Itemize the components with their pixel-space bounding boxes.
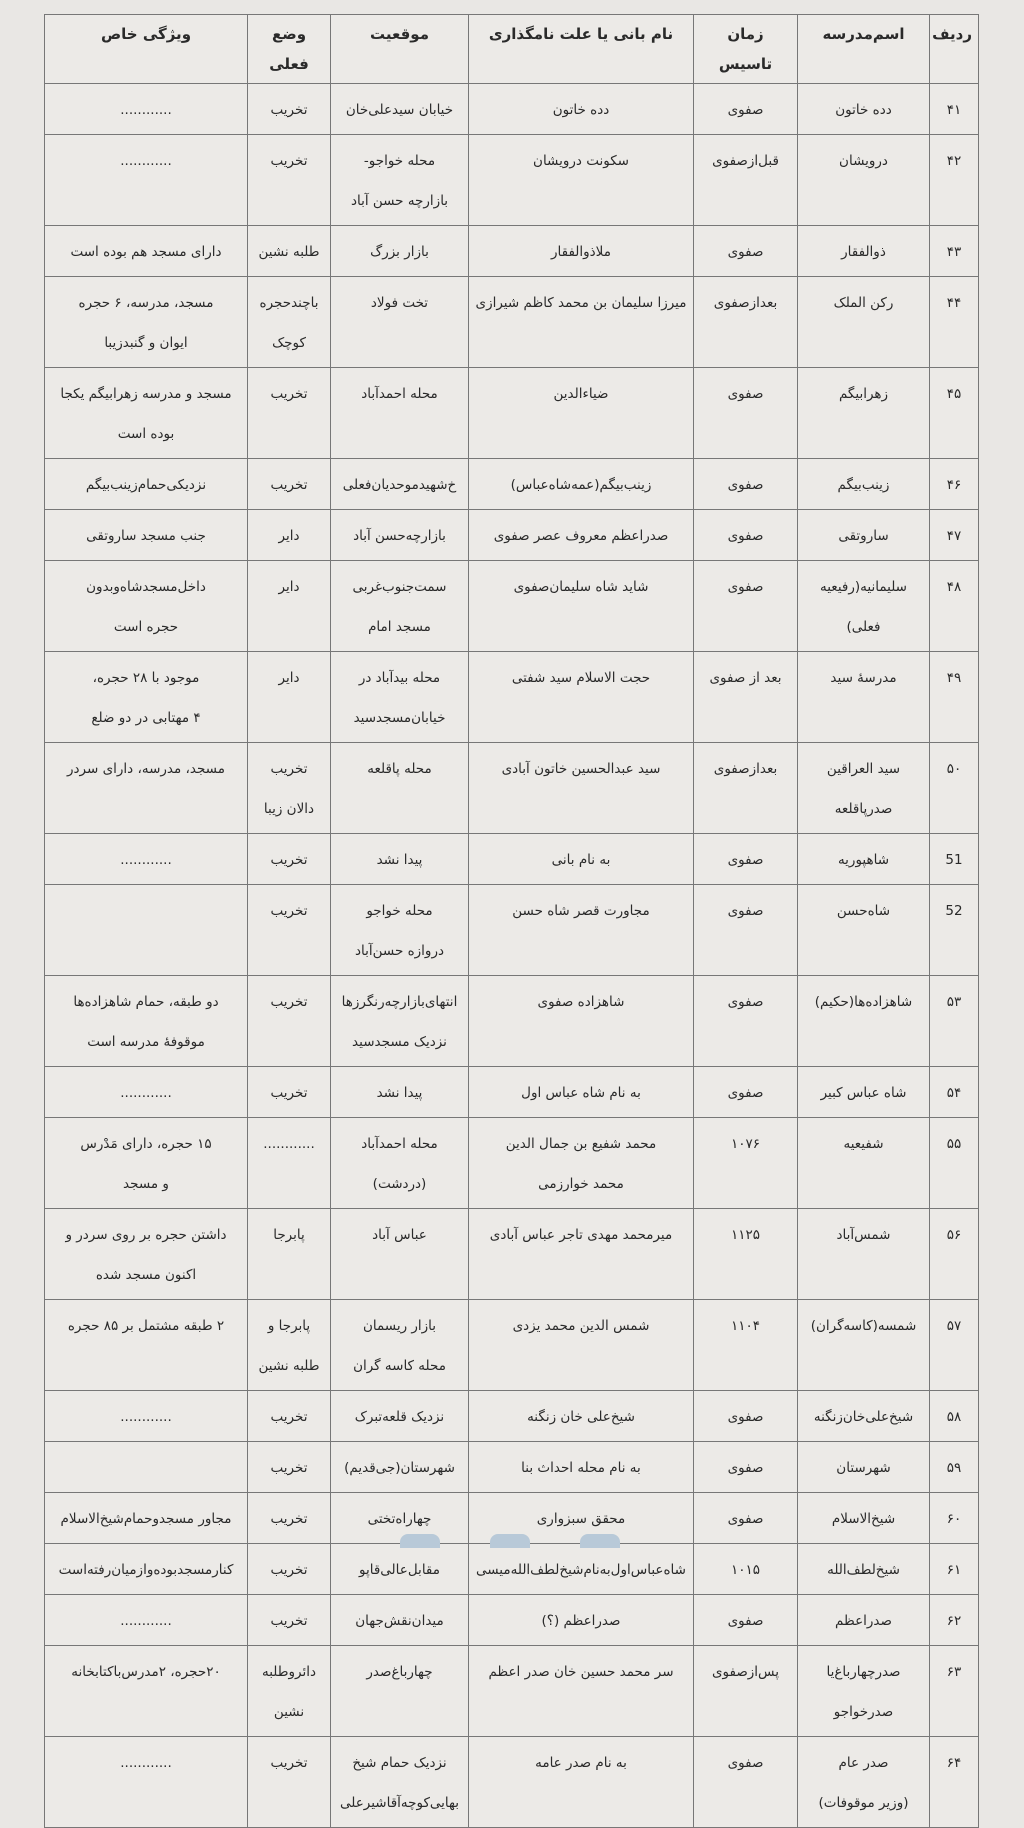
header-current-status: وضع فعلی [248, 15, 331, 84]
founder-cell: شمس الدین محمد یزدی [469, 1300, 694, 1391]
location-cell: محله خواجو دروازه حسن‌آباد [331, 885, 469, 976]
location-cell: پیدا نشد [331, 834, 469, 885]
special-feature-cell: ............ [45, 84, 248, 135]
row-number-cell: ۵۸ [930, 1391, 979, 1442]
founding-time-cell: پس‌ازصفوی [694, 1646, 798, 1737]
school-name-cell: شاه‌حسن [798, 885, 930, 976]
founder-cell: محقق سبزواری [469, 1493, 694, 1544]
founder-cell: شاید شاه سلیمان‌صفوی [469, 561, 694, 652]
founding-time-cell: صفوی [694, 885, 798, 976]
school-name-cell: سلیمانیه(رفیعیه فعلی) [798, 561, 930, 652]
current-status-cell: باچندحجره کوچک [248, 277, 331, 368]
founder-cell: صدراعظم معروف عصر صفوی [469, 510, 694, 561]
founding-time-cell: ۱۱۲۵ [694, 1209, 798, 1300]
school-name-cell: شاهزاده‌ها(حکیم) [798, 976, 930, 1067]
current-status-cell: تخریب [248, 1067, 331, 1118]
decor-tab [490, 1534, 530, 1548]
table-header-row [45, 15, 979, 84]
row-number-cell: ۵۵ [930, 1118, 979, 1209]
special-feature-cell: ............ [45, 1595, 248, 1646]
special-feature-cell: ............ [45, 1067, 248, 1118]
location-cell: محله پاقلعه [331, 743, 469, 834]
location-cell: خیابان سیدعلی‌خان [331, 84, 469, 135]
location-cell: محله خواجو- بازارچه حسن آباد [331, 135, 469, 226]
row-number-cell: ۶۲ [930, 1595, 979, 1646]
founding-time-cell: صفوی [694, 510, 798, 561]
table-row [45, 1067, 979, 1118]
row-number-cell: ۶۴ [930, 1737, 979, 1828]
special-feature-cell: مجاور مسجدوحمام‌شیخ‌الاسلام [45, 1493, 248, 1544]
row-number-cell: ۵۰ [930, 743, 979, 834]
location-cell: خ‌شهیدموحدیان‌فعلی [331, 459, 469, 510]
founder-cell: زینب‌بیگم(عمه‌شاه‌عباس) [469, 459, 694, 510]
table-row [45, 1646, 979, 1737]
special-feature-cell: مسجد، مدرسه، ۶ حجره ایوان و گنبدزیبا [45, 277, 248, 368]
founding-time-cell: قبل‌ازصفوی [694, 135, 798, 226]
current-status-cell: دایر [248, 652, 331, 743]
current-status-cell: دائروطلبه نشین [248, 1646, 331, 1737]
special-feature-cell [45, 1442, 248, 1493]
founder-cell: شاهزاده صفوی [469, 976, 694, 1067]
location-cell: سمت‌جنوب‌غربی مسجد امام [331, 561, 469, 652]
school-name-cell: صدرچهارباغ‌یا صدرخواجو [798, 1646, 930, 1737]
row-number-cell: ۴۲ [930, 135, 979, 226]
founder-cell: صدراعظم (؟) [469, 1595, 694, 1646]
location-cell: مقابل‌عالی‌قاپو [331, 1544, 469, 1595]
school-name-cell: شهرستان [798, 1442, 930, 1493]
table-row [45, 652, 979, 743]
location-cell: بازارچه‌حسن آباد [331, 510, 469, 561]
header-row-number: ردیف [930, 15, 979, 84]
header-location: موقعیت [331, 15, 469, 84]
founder-cell: به نام شاه عباس اول [469, 1067, 694, 1118]
current-status-cell: تخریب دالان زیبا [248, 743, 331, 834]
table-row [45, 277, 979, 368]
table-row [45, 510, 979, 561]
table-row [45, 135, 979, 226]
header-school-name: اسم‌مدرسه [798, 15, 930, 84]
location-cell: محله بیدآباد در خیابان‌مسجدسید [331, 652, 469, 743]
location-cell: بازار بزرگ [331, 226, 469, 277]
founder-cell: حجت الاسلام سید شفتی [469, 652, 694, 743]
founder-cell: به نام محله احداث بنا [469, 1442, 694, 1493]
founder-cell: ملاذوالفقار [469, 226, 694, 277]
table-row [45, 1209, 979, 1300]
special-feature-cell: دارای مسجد هم بوده است [45, 226, 248, 277]
founding-time-cell: بعد از صفوی [694, 652, 798, 743]
current-status-cell: تخریب [248, 1493, 331, 1544]
header-special-feature: ویژگی خاص [45, 15, 248, 84]
current-status-cell: دایر [248, 510, 331, 561]
founding-time-cell: صفوی [694, 976, 798, 1067]
current-status-cell: تخریب [248, 1737, 331, 1828]
founding-time-cell: صفوی [694, 1737, 798, 1828]
current-status-cell: پابرجا [248, 1209, 331, 1300]
founding-time-cell: صفوی [694, 1391, 798, 1442]
special-feature-cell: ............ [45, 834, 248, 885]
school-name-cell: دده خاتون [798, 84, 930, 135]
row-number-cell: ۴۳ [930, 226, 979, 277]
founding-time-cell: بعدازصفوی [694, 277, 798, 368]
table-row [45, 561, 979, 652]
row-number-cell: ۴۴ [930, 277, 979, 368]
current-status-cell: تخریب [248, 1595, 331, 1646]
school-name-cell: ساروتقی [798, 510, 930, 561]
founder-cell: شاه‌عباس‌اول‌به‌نام‌شیخ‌لطف‌الله‌میسی [469, 1544, 694, 1595]
location-cell: محله احمدآباد [331, 368, 469, 459]
current-status-cell: تخریب [248, 976, 331, 1067]
footer-decoration [400, 1534, 620, 1548]
row-number-cell: ۶۰ [930, 1493, 979, 1544]
row-number-cell: ۴۱ [930, 84, 979, 135]
founding-time-cell: صفوی [694, 561, 798, 652]
location-cell: تخت فولاد [331, 277, 469, 368]
table-row [45, 1442, 979, 1493]
current-status-cell: تخریب [248, 368, 331, 459]
decor-tab [580, 1534, 620, 1548]
current-status-cell: تخریب [248, 834, 331, 885]
table-row [45, 1544, 979, 1595]
special-feature-cell: جنب مسجد ساروتقی [45, 510, 248, 561]
table-row [45, 1595, 979, 1646]
table-row [45, 226, 979, 277]
row-number-cell: ۴۵ [930, 368, 979, 459]
school-name-cell: رکن الملک [798, 277, 930, 368]
school-name-cell: شیخ‌لطف‌الله [798, 1544, 930, 1595]
founder-cell: سکونت درویشان [469, 135, 694, 226]
school-name-cell: شاهپوریه [798, 834, 930, 885]
row-number-cell: 52 [930, 885, 979, 976]
special-feature-cell: مسجد و مدرسه زهرابیگم یکجا بوده است [45, 368, 248, 459]
location-cell: پیدا نشد [331, 1067, 469, 1118]
special-feature-cell: ۲۰حجره، ۲مدرس‌باکتابخانه [45, 1646, 248, 1737]
location-cell: چهاراه‌تختی [331, 1493, 469, 1544]
founder-cell: سید عبدالحسین خاتون آبادی [469, 743, 694, 834]
location-cell: شهرستان(جی‌قدیم) [331, 1442, 469, 1493]
location-cell: محله احمدآباد (دردشت) [331, 1118, 469, 1209]
table-body [45, 84, 979, 1828]
founder-cell: میرزا سلیمان بن محمد کاظم شیرازی [469, 277, 694, 368]
location-cell: نزدیک حمام شیخ بهایی‌کوچه‌آقاشیرعلی [331, 1737, 469, 1828]
table-row [45, 885, 979, 976]
school-name-cell: شاه عباس کبیر [798, 1067, 930, 1118]
school-name-cell: ذوالفقار [798, 226, 930, 277]
school-name-cell: شمسه(کاسه‌گران) [798, 1300, 930, 1391]
location-cell: انتهای‌بازارچه‌رنگرزها نزدیک مسجدسید [331, 976, 469, 1067]
founding-time-cell: بعدازصفوی [694, 743, 798, 834]
current-status-cell: تخریب [248, 1391, 331, 1442]
row-number-cell: ۶۳ [930, 1646, 979, 1737]
row-number-cell: ۴۶ [930, 459, 979, 510]
founding-time-cell: صفوی [694, 834, 798, 885]
location-cell: نزدیک قلعه‌تبرک [331, 1391, 469, 1442]
location-cell: چهارباغ‌صدر [331, 1646, 469, 1737]
school-name-cell: مدرسهٔ سید [798, 652, 930, 743]
founding-time-cell: صفوی [694, 1493, 798, 1544]
location-cell: بازار ریسمان محله کاسه گران [331, 1300, 469, 1391]
special-feature-cell: ............ [45, 135, 248, 226]
row-number-cell: ۵۹ [930, 1442, 979, 1493]
founding-time-cell: ۱۰۱۵ [694, 1544, 798, 1595]
header-founder: نام بانی یا علت نامگذاری [469, 15, 694, 84]
founder-cell: مجاورت قصر شاه حسن [469, 885, 694, 976]
header-founding-time: زمان تاسیس [694, 15, 798, 84]
special-feature-cell: دو طبقه، حمام شاهزاده‌ها موقوفهٔ مدرسه است [45, 976, 248, 1067]
table-row [45, 84, 979, 135]
founder-cell: میرمحمد مهدی تاجر عباس آبادی [469, 1209, 694, 1300]
table-row [45, 1391, 979, 1442]
current-status-cell: تخریب [248, 459, 331, 510]
location-cell: عباس آباد [331, 1209, 469, 1300]
current-status-cell: تخریب [248, 84, 331, 135]
school-name-cell: شمس‌آباد [798, 1209, 930, 1300]
special-feature-cell: ............ [45, 1737, 248, 1828]
school-name-cell: زینب‌بیگم [798, 459, 930, 510]
current-status-cell: تخریب [248, 135, 331, 226]
school-name-cell: صدراعظم [798, 1595, 930, 1646]
founding-time-cell: صفوی [694, 459, 798, 510]
school-name-cell: شیخ‌الاسلام [798, 1493, 930, 1544]
current-status-cell: طلبه نشین [248, 226, 331, 277]
special-feature-cell [45, 885, 248, 976]
school-name-cell: درویشان [798, 135, 930, 226]
founding-time-cell: صفوی [694, 1595, 798, 1646]
founder-cell: به نام بانی [469, 834, 694, 885]
current-status-cell: پابرجا و طلبه نشین [248, 1300, 331, 1391]
table-row [45, 976, 979, 1067]
special-feature-cell: نزدیکی‌حمام‌زینب‌بیگم [45, 459, 248, 510]
special-feature-cell: موجود با ۲۸ حجره، ۴ مهتابی در دو ضلع [45, 652, 248, 743]
current-status-cell: تخریب [248, 1544, 331, 1595]
founder-cell: شیخ‌علی خان زنگنه [469, 1391, 694, 1442]
founder-cell: محمد شفیع بن جمال الدین محمد خوارزمی [469, 1118, 694, 1209]
current-status-cell: تخریب [248, 885, 331, 976]
school-name-cell: صدر عام (وزیر موقوفات) [798, 1737, 930, 1828]
special-feature-cell: ۱۵ حجره، دارای مَدْرس و مسجد [45, 1118, 248, 1209]
row-number-cell: ۵۶ [930, 1209, 979, 1300]
row-number-cell: ۴۸ [930, 561, 979, 652]
current-status-cell: تخریب [248, 1442, 331, 1493]
table-row [45, 834, 979, 885]
special-feature-cell: داخل‌مسجدشاه‌وبدون حجره است [45, 561, 248, 652]
special-feature-cell: مسجد، مدرسه، دارای سردر [45, 743, 248, 834]
table-row [45, 1118, 979, 1209]
row-number-cell: ۵۷ [930, 1300, 979, 1391]
special-feature-cell: ............ [45, 1391, 248, 1442]
row-number-cell: 51 [930, 834, 979, 885]
row-number-cell: ۴۹ [930, 652, 979, 743]
founding-time-cell: ۱۰۷۶ [694, 1118, 798, 1209]
founding-time-cell: صفوی [694, 226, 798, 277]
decor-tab [400, 1534, 440, 1548]
location-cell: میدان‌نقش‌جهان [331, 1595, 469, 1646]
founder-cell: به نام صدر عامه [469, 1737, 694, 1828]
founder-cell: سر محمد حسین خان صدر اعظم [469, 1646, 694, 1737]
school-name-cell: شفیعیه [798, 1118, 930, 1209]
founding-time-cell: صفوی [694, 1067, 798, 1118]
current-status-cell: ............ [248, 1118, 331, 1209]
current-status-cell: دایر [248, 561, 331, 652]
founding-time-cell: صفوی [694, 1442, 798, 1493]
founder-cell: ضیاءالدین [469, 368, 694, 459]
founding-time-cell: ۱۱۰۴ [694, 1300, 798, 1391]
table-row [45, 459, 979, 510]
table-row [45, 368, 979, 459]
special-feature-cell: کنارمسجدبوده‌وازمیان‌رفته‌است [45, 1544, 248, 1595]
row-number-cell: ۶۱ [930, 1544, 979, 1595]
special-feature-cell: ۲ طبقه مشتمل بر ۸۵ حجره [45, 1300, 248, 1391]
schools-table [44, 14, 979, 1828]
founding-time-cell: صفوی [694, 84, 798, 135]
row-number-cell: ۴۷ [930, 510, 979, 561]
school-name-cell: سید العراقین صدرپاقلعه [798, 743, 930, 834]
founding-time-cell: صفوی [694, 368, 798, 459]
row-number-cell: ۵۳ [930, 976, 979, 1067]
school-name-cell: زهرابیگم [798, 368, 930, 459]
table-row [45, 1737, 979, 1828]
row-number-cell: ۵۴ [930, 1067, 979, 1118]
table-row [45, 1300, 979, 1391]
table-row [45, 743, 979, 834]
school-name-cell: شیخ‌علی‌خان‌زنگنه [798, 1391, 930, 1442]
special-feature-cell: داشتن حجره بر روی سردر و اکنون مسجد شده [45, 1209, 248, 1300]
founder-cell: دده خاتون [469, 84, 694, 135]
